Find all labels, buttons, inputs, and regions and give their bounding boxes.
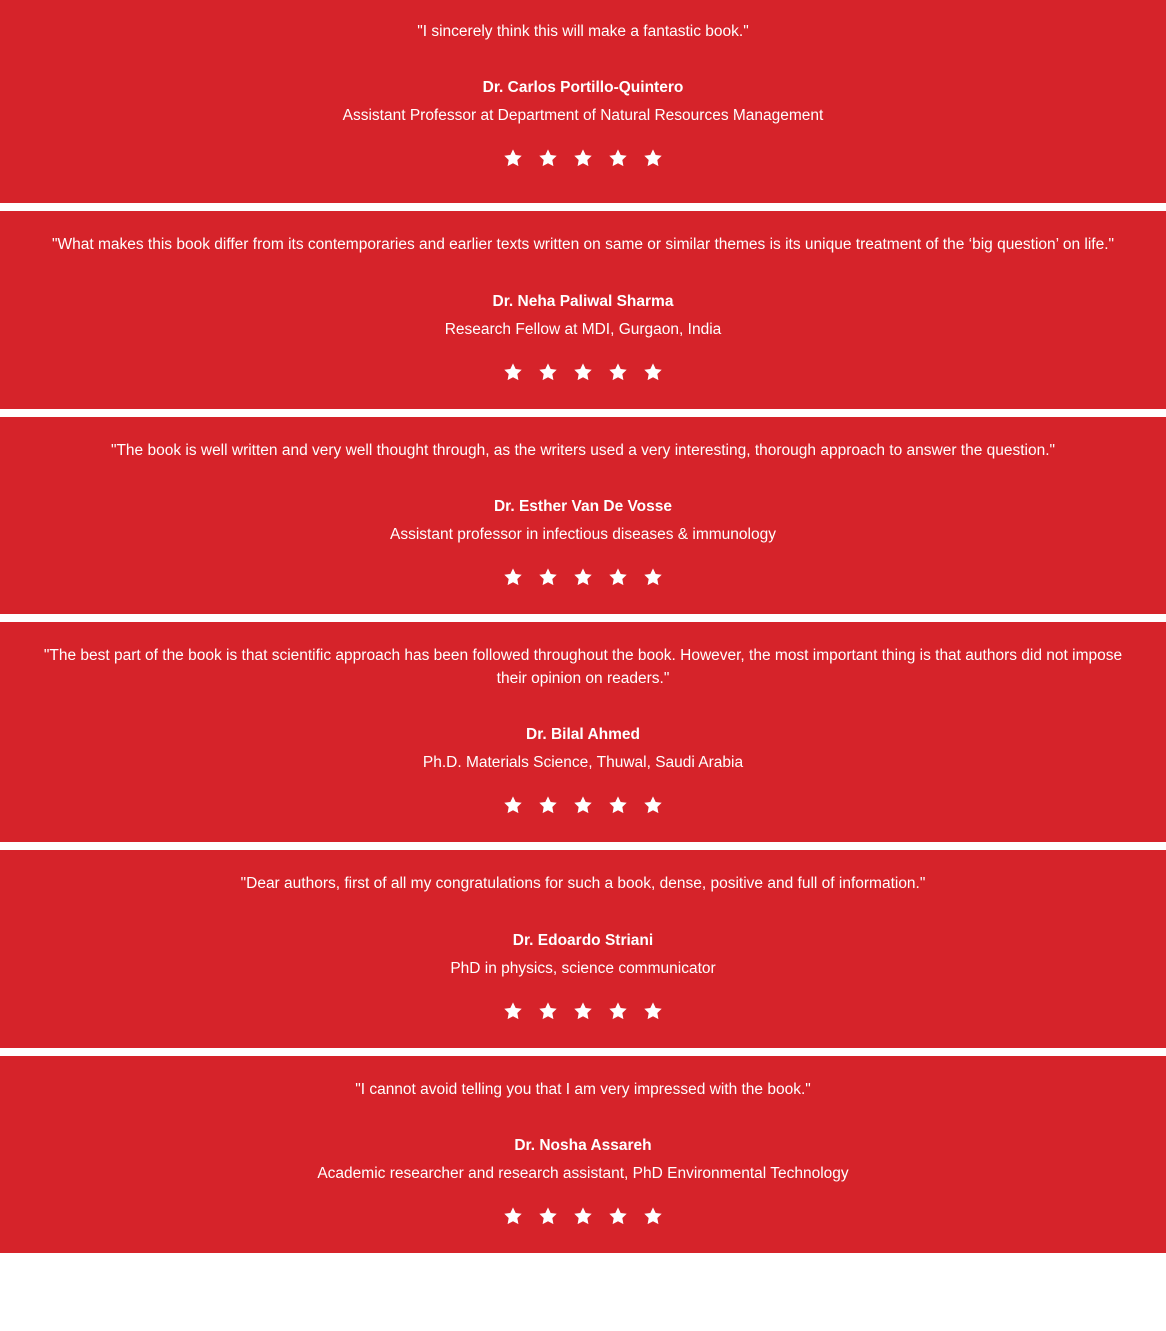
testimonial-author: Dr. Carlos Portillo-Quintero	[482, 79, 684, 97]
testimonial-card	[0, 211, 1166, 408]
rating-stars	[24, 794, 1142, 816]
star-icon	[537, 147, 559, 169]
rating-stars	[24, 1000, 1142, 1022]
star-icon	[607, 147, 629, 169]
star-icon	[572, 1000, 594, 1022]
star-icon	[502, 147, 524, 169]
testimonial-card	[0, 850, 1166, 1047]
testimonial-role: Ph.D. Materials Science, Thuwal, Saudi Arabia	[422, 754, 744, 772]
testimonial-card	[0, 0, 1166, 203]
rating-stars	[24, 566, 1142, 588]
testimonial-author: Dr. Nosha Assareh	[514, 1136, 652, 1154]
star-icon	[572, 361, 594, 383]
testimonial-role: Academic researcher and research assistant, PhD Environmental Technology	[317, 1164, 849, 1182]
star-icon	[642, 794, 664, 816]
star-icon	[502, 794, 524, 816]
star-icon	[537, 1000, 559, 1022]
star-icon	[572, 794, 594, 816]
star-icon	[607, 1000, 629, 1022]
testimonial-author: Dr. Neha Paliwal Sharma	[492, 292, 674, 310]
star-icon	[502, 1205, 524, 1227]
testimonial-quote: "What makes this book differ from its contemporaries and earlier texts written on same or similar themes is its unique treatment of the ‘big question’ on life."	[51, 236, 1115, 254]
testimonial-quote: "I sincerely think this will make a fantastic book."	[417, 23, 749, 40]
star-icon	[537, 566, 559, 588]
star-icon	[642, 147, 664, 169]
star-icon	[572, 1205, 594, 1227]
star-icon	[607, 1205, 629, 1227]
testimonial-author: Dr. Bilal Ahmed	[526, 726, 640, 744]
testimonial-card	[0, 1056, 1166, 1253]
star-icon	[537, 794, 559, 816]
testimonial-author: Dr. Edoardo Striani	[512, 931, 654, 949]
testimonial-author: Dr. Esther Van De Vosse	[493, 497, 673, 515]
star-icon	[572, 147, 594, 169]
testimonial-role: PhD in physics, science communicator	[450, 959, 716, 977]
testimonial-card	[0, 417, 1166, 614]
star-icon	[642, 1205, 664, 1227]
star-icon	[537, 1205, 559, 1227]
star-icon	[607, 794, 629, 816]
star-icon	[572, 566, 594, 588]
star-icon	[642, 1000, 664, 1022]
star-icon	[537, 361, 559, 383]
rating-stars	[24, 1205, 1142, 1227]
testimonial-quote: "The best part of the book is that scientific approach has been followed throughout the book. However, the most important thing is that authors did not impose their opinion on readers."	[43, 646, 1123, 687]
rating-stars	[24, 361, 1142, 383]
testimonial-role: Assistant Professor at Department of Natural Resources Management	[342, 107, 824, 125]
star-icon	[607, 361, 629, 383]
star-icon	[642, 566, 664, 588]
rating-stars	[24, 147, 1142, 169]
star-icon	[607, 566, 629, 588]
testimonial-quote: "I cannot avoid telling you that I am very impressed with the book."	[355, 1080, 811, 1098]
testimonial-role: Research Fellow at MDI, Gurgaon, India	[444, 320, 722, 338]
star-icon	[502, 361, 524, 383]
star-icon	[642, 361, 664, 383]
testimonial-quote: "Dear authors, first of all my congratulations for such a book, dense, positive and full of information."	[240, 875, 926, 893]
testimonial-role: Assistant professor in infectious diseases & immunology	[390, 525, 776, 543]
testimonial-quote: "The book is well written and very well thought through, as the writers used a very interesting, thorough approach to answer the question."	[110, 441, 1056, 459]
star-icon	[502, 566, 524, 588]
testimonial-card	[0, 622, 1166, 843]
star-icon	[502, 1000, 524, 1022]
